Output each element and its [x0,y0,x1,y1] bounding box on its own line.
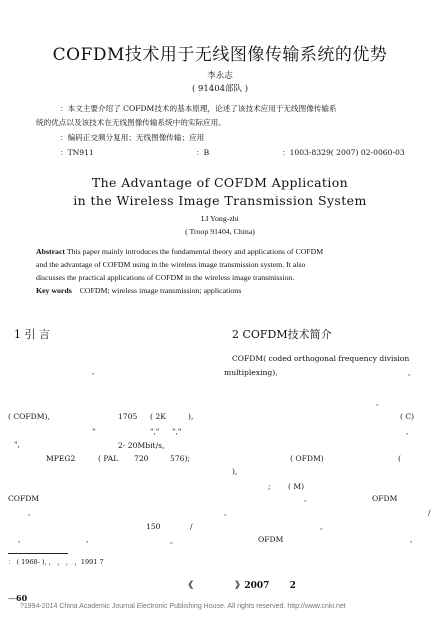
right-text: , [410,535,413,544]
right-text: / [428,508,431,517]
left-text: 576); [170,454,191,463]
abstract-cn-line2: 统的优点以及该技术在无线图像传输系统中的实际应用。 [36,118,226,127]
clc-number: ：TN911 [60,148,94,157]
page-number-block [8,593,27,603]
left-text: 2- 20Mbit/s。 [118,441,170,450]
left-text: ", [14,440,20,449]
title-en-line2: in the Wireless Image Transmission System [73,193,367,208]
watermark-mark [188,375,211,396]
right-text: , [320,522,323,531]
title-en-line1: The Advantage of COFDM Application [91,175,349,190]
keywords-en-text: COFDM; wireless image transmission; applications [79,286,242,295]
left-text: , [18,535,21,544]
section1-title: 1 引 言 [14,328,50,341]
title-cn: COFDM技术用于无线图像传输系统的优势 [52,45,388,65]
watermark-mark [298,13,321,34]
abstract-en-line1 [36,247,323,256]
author-en: LI Yong-zhi [201,214,239,223]
watermark-mark [116,515,139,536]
left-text: MPEG2 [46,454,76,463]
watermark-mark [394,315,417,336]
journal-issue-line [184,578,296,591]
right-text: , [408,368,411,377]
left-text: 720 [134,454,149,463]
affiliation-cn: ( 91404部队 ) [191,84,249,94]
left-text: "," [150,427,160,436]
right-text: OFDM [258,535,284,544]
author-cn: 李永志 [207,71,233,81]
page-number: 60 [16,593,28,603]
right-text: ( [398,454,401,463]
left-text: ), [188,412,194,421]
watermark-mark [328,515,351,536]
right-text: ( C) [400,412,415,421]
left-text: ( COFDM), [8,412,50,421]
keywords-cn: ：编码正交频分复用；无线图像传输；应用 [60,133,205,142]
section2-title: 2 COFDM技术简介 [232,328,332,341]
right-text: ; [268,482,271,491]
footnote: ： ( 1968- ), ， ， ， ，1991 7 [8,558,104,566]
abstract-en-line2: and the advantage of COFDM using in the wireless image transmission system. It also [36,260,306,269]
left-text: " [92,427,96,436]
left-text: 150 [146,522,161,531]
keywords-en-label: Key words [36,286,72,295]
left-text: , [86,535,89,544]
copyright-footer: ?1994-2014 China Academic Journal Electronic Publishing House. All rights reserved. http://www.cnki.net [20,603,346,610]
abstract-en-label: Abstract [36,247,66,256]
right-text: , [304,494,307,503]
page-dash: — [8,594,16,603]
journal-year: 2007 [244,581,270,591]
abstract-en-line3: discusses the practical applications of COFDM in the wireless image transmission. [36,273,295,282]
watermark-mark [242,135,265,156]
right-text: ( OFDM) [290,454,324,463]
right-text: ), [232,467,238,476]
left-text: 1705 [118,412,138,421]
watermark-mark [116,11,139,32]
affiliation-en: ( Troop 91404, China) [185,227,255,236]
abstract-en-text: This paper mainly introduces the fundamental theory and applications of COFDM [66,247,324,256]
right-text: , [376,398,379,407]
article-id: ：1003-8329( 2007) 02-0060-03 [282,148,405,157]
left-text: "," [172,427,182,436]
journal-bracket-open: 《 [184,581,194,591]
right-text: COFDM( coded orthogonal frequency division [232,354,410,363]
left-text: ( PAL [98,454,119,463]
right-text: ( M) [288,482,305,491]
left-text: ( 2K [150,412,166,421]
keywords-en-line [36,286,241,295]
journal-bracket-close: 》 [235,581,245,591]
right-text: , [406,427,409,436]
left-text: , [28,508,31,517]
journal-issue: 2 [289,581,296,591]
right-text: multiplexing), [224,368,278,377]
watermark-mark [38,135,61,156]
left-text: COFDM [8,494,40,503]
left-text: 。 [170,536,178,545]
left-text: , [92,367,95,376]
footnote-rule [8,553,68,554]
watermark-mark [38,375,61,396]
abstract-cn-line1: ：本文主要介绍了 COFDM技术的基本原理，论述了该技术应用于无线图像传输系 [60,104,337,113]
right-text: , [224,508,227,517]
right-text: OFDM [372,494,398,503]
document-code: ：B [196,148,210,157]
left-text: / [190,522,193,531]
